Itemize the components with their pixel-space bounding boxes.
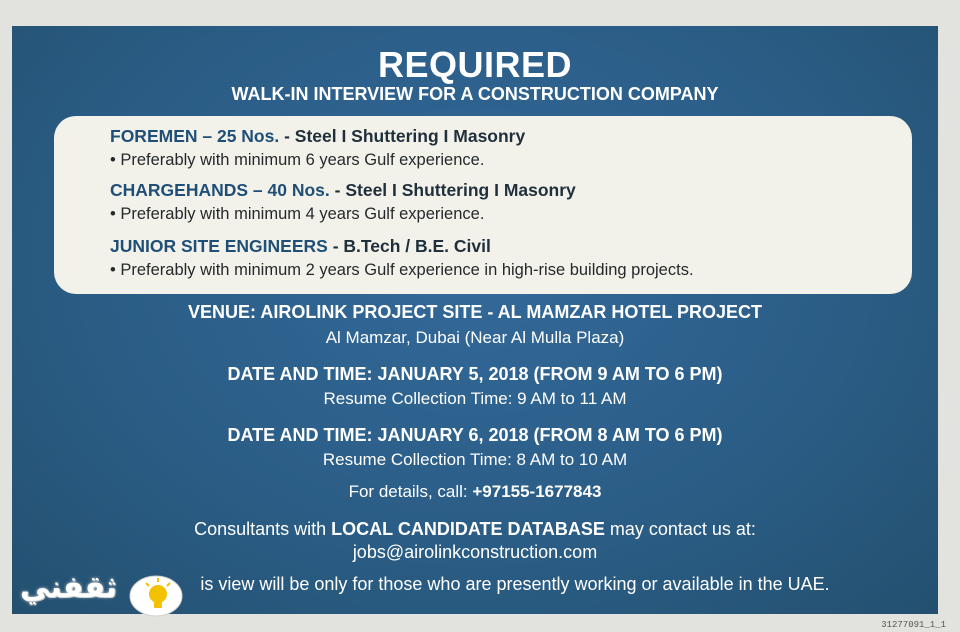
lightbulb-icon [128,570,184,618]
contact-details: For details, call: +97155-1677843 [348,482,602,501]
reference-code: 31277091_1_1 [881,620,946,630]
job-foremen-title: FOREMEN – 25 Nos. - Steel I Shuttering I Masonry [110,126,526,146]
job-engineers-requirement: • Preferably with minimum 2 years Gulf experience in high-rise building projects. [110,261,694,279]
phone-number[interactable]: +97155-1677843 [472,482,602,501]
ad-title: REQUIRED [377,44,573,85]
footer-note: is view will be only for those who are presently working or available in the UAE. [200,574,830,594]
resume-collection-day1: Resume Collection Time: 9 AM to 11 AM [323,389,627,408]
ad-subtitle: WALK-IN INTERVIEW FOR A CONSTRUCTION COMPANY [231,84,719,104]
watermark-text: ثقفني [20,570,118,605]
job-chargehands-requirement: • Preferably with minimum 4 years Gulf experience. [110,205,485,223]
date-time-day2: DATE AND TIME: JANUARY 6, 2018 (FROM 8 AM TO 6 PM) [227,425,723,445]
venue-heading: VENUE: AIROLINK PROJECT SITE - AL MAMZAR HOTEL PROJECT [187,302,763,322]
contact-email[interactable]: jobs@airolinkconstruction.com [352,542,598,562]
date-time-day1: DATE AND TIME: JANUARY 5, 2018 (FROM 9 AM TO 6 PM) [227,364,723,384]
consultants-note: Consultants with LOCAL CANDIDATE DATABASE may contact us at: [194,519,756,539]
jobs-box [54,116,912,294]
job-chargehands-title: CHARGEHANDS – 40 Nos. - Steel I Shuttering I Masonry [110,180,576,200]
venue-address: Al Mamzar, Dubai (Near Al Mulla Plaza) [325,328,625,347]
resume-collection-day2: Resume Collection Time: 8 AM to 10 AM [322,450,628,469]
job-advertisement [12,26,938,614]
job-engineers-title: JUNIOR SITE ENGINEERS - B.Tech / B.E. Civil [110,236,491,256]
job-foremen-requirement: • Preferably with minimum 6 years Gulf experience. [110,151,485,169]
